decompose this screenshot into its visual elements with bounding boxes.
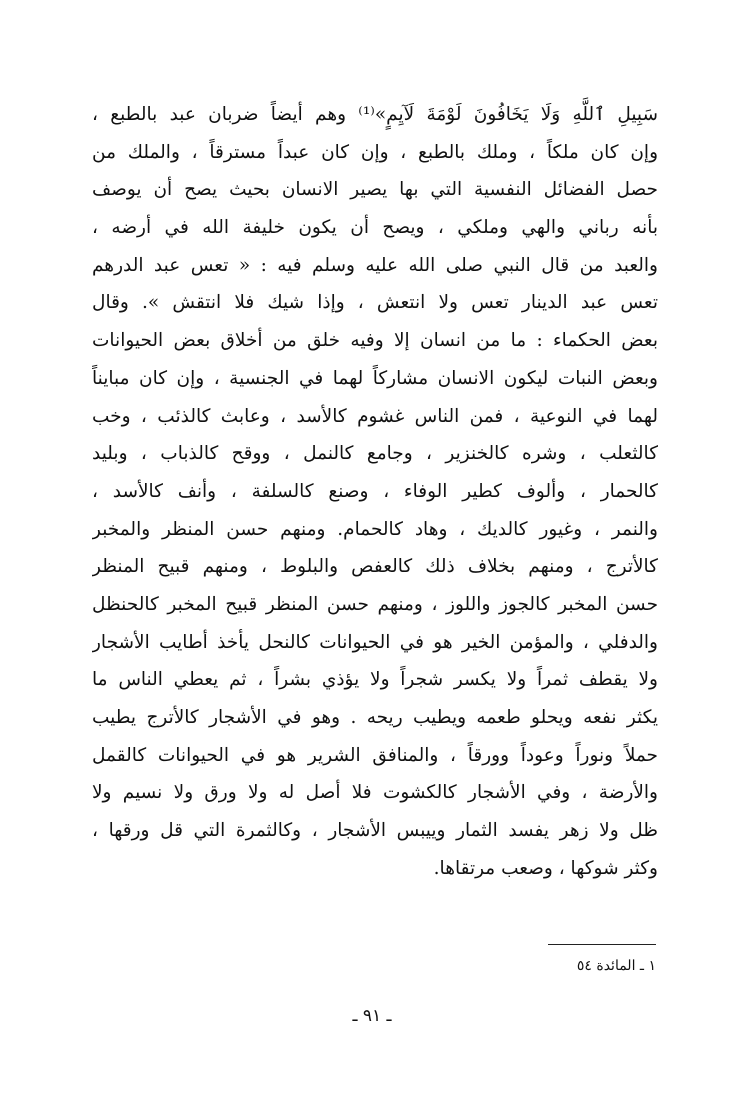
text-line: ظل ولا زهر يفسد الثمار وييبس الأشجار ، وكالثمرة التي قل ورقها ، — [92, 820, 658, 842]
text-line: لهما في النوعية ، فمن الناس غشوم كالأسد ، وعابث كالذئب ، وخب — [92, 405, 658, 427]
text-line-last: وكثر شوكها ، وصعب مرتقاها. — [433, 857, 658, 879]
text-line: والأرضة ، وفي الأشجار كالكشوت فلا أصل له ولا ورق ولا نسيم ولا — [92, 782, 658, 804]
text-line: كالثعلب ، وشره كالخنزير ، وجامع كالنمل ، ووقح كالذباب ، وبليد — [92, 443, 658, 465]
text-line: وإن كان ملكاً ، وملك بالطبع ، وإن كان عبداً مسترقاً ، والملك من — [92, 141, 658, 163]
text-line: وبعض النبات ليكون الانسان مشاركاً لهما في الجنسية ، وإن كان مبايناً — [92, 367, 658, 389]
text-line: حسن المخبر كالجوز واللوز ، ومنهم حسن المنظر قبيح المخبر كالحنظل — [92, 593, 658, 615]
page-number: ـ ٩١ ـ — [352, 1006, 392, 1026]
text-line: كالحمار ، وألوف كطير الوفاء ، وصنع كالسلفة ، وأنف كالأسد ، — [92, 480, 658, 502]
text-line: سَبِيلِ ٱللَّهِ وَلَا يَخَافُونَ لَوْمَةَ لَآيِمٍ»⁽¹⁾ وهم أيضاً ضربان عبد بالطبع ، — [92, 104, 658, 125]
text-line: كالأترج ، ومنهم بخلاف ذلك كالعفص والبلوط ، ومنهم قبيح المنظر — [92, 556, 658, 578]
footnote: ١ ـ المائدة ٥٤ — [576, 958, 656, 974]
text-line: يكثر نفعه ويحلو طعمه ويطيب ريحه . وهو في الأشجار كالأترج يطيب — [92, 707, 658, 728]
body-text — [92, 96, 658, 887]
text-line: تعس عبد الدينار تعس ولا انتعش ، وإذا شيك فلا انتقش ». وقال — [92, 292, 658, 314]
text-line: بأنه رباني والهي وملكي ، ويصح أن يكون خليفة الله في أرضه ، — [92, 217, 658, 239]
text-line: ولا يقطف ثمراً ولا يكسر شجراً ولا يؤذي بشراً ، ثم يعطي الناس ما — [92, 669, 658, 691]
footnote-separator — [548, 944, 656, 945]
text-line: بعض الحكماء : ما من انسان إلا وفيه خلق من أخلاق بعض الحيوانات — [92, 330, 658, 352]
text-line: والدفلي ، والمؤمن الخير هو في الحيوانات كالنحل يأخذ أطايب الأشجار — [92, 631, 658, 653]
text-line: حملاً ونوراً وعوداً وورقاً ، والمنافق الشرير هو في الحيوانات كالقمل — [92, 744, 658, 766]
text-line: والعبد من قال النبي صلى الله عليه وسلم فيه : « تعس عبد الدرهم — [92, 254, 658, 276]
text-line: والنمر ، وغيور كالديك ، وهاد كالحمام. ومنهم حسن المنظر والمخبر — [92, 518, 658, 540]
text-line: حصل الفضائل النفسية التي بها يصير الانسان بحيث يصح أن يوصف — [92, 179, 658, 201]
